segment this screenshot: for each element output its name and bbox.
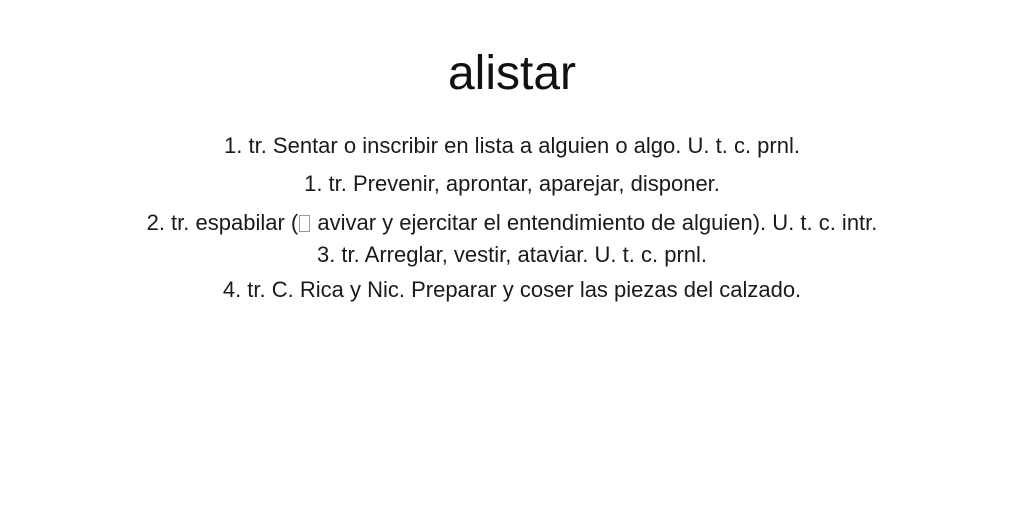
missing-glyph-icon <box>299 215 310 232</box>
sense-text-after-glyph: avivar y ejercitar el entendimiento de alguien). U. t. c. intr. <box>311 210 878 235</box>
headword-title: alistar <box>447 47 577 100</box>
sense-item: 1. tr. Sentar o inscribir en lista a alguien o algo. U. t. c. prnl. <box>224 133 800 158</box>
sense-item: 3. tr. Arreglar, vestir, ataviar. U. t. c. prnl. <box>316 242 708 267</box>
sense-item: 4. tr. C. Rica y Nic. Preparar y coser las piezas del calzado. <box>222 277 802 302</box>
sense-item <box>102 203 922 242</box>
sense-item: 1. tr. Prevenir, aprontar, aparejar, disponer. <box>304 171 720 196</box>
sense-list <box>0 127 1024 309</box>
sense-text-before-glyph: 2. tr. espabilar ( <box>146 210 299 235</box>
